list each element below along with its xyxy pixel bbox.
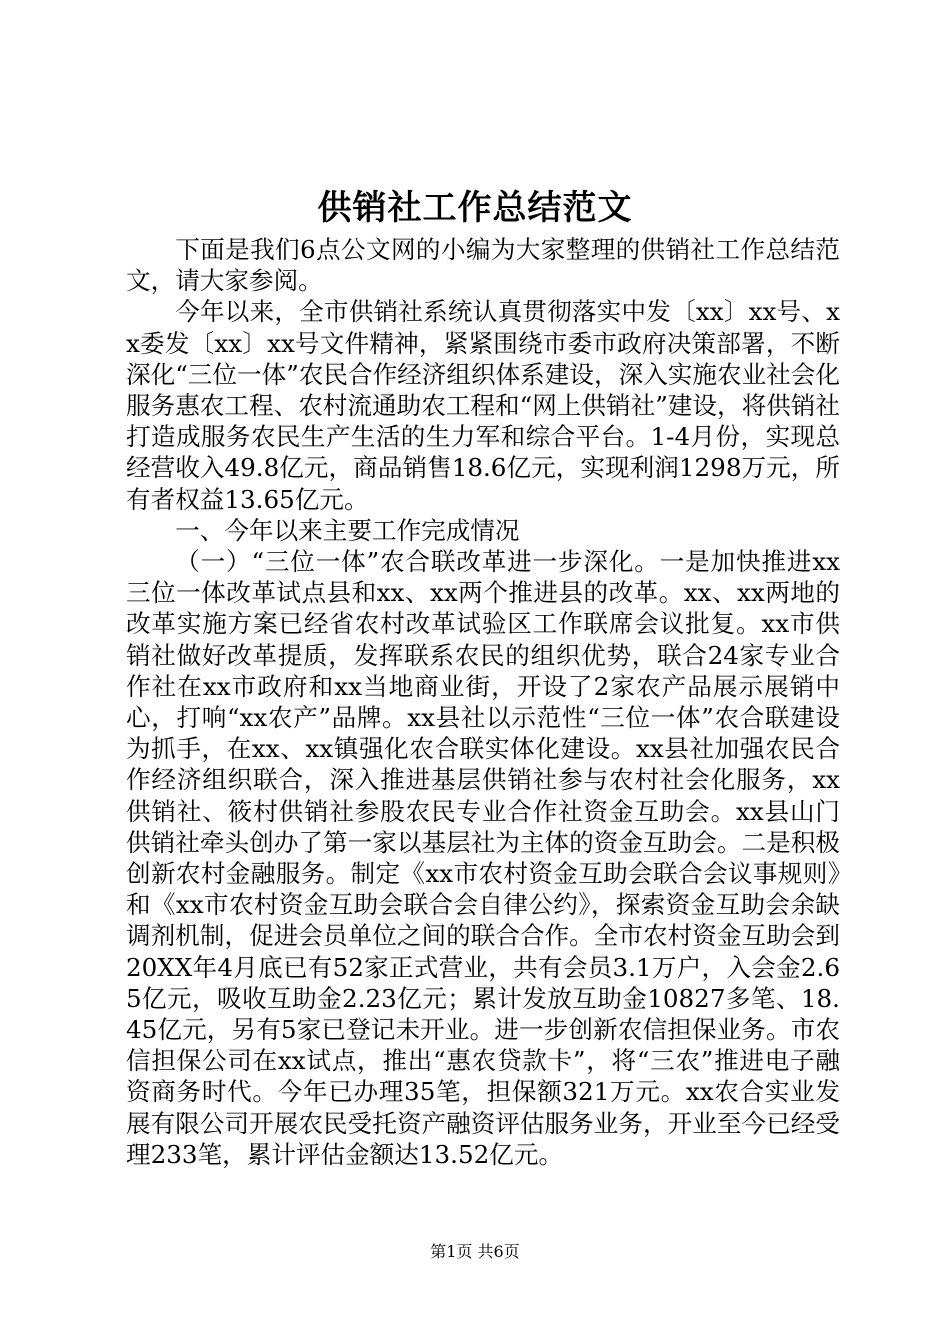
intro-paragraph: 下面是我们6点公文网的小编为大家整理的供销社工作总结范文，请大家参阅。	[126, 235, 840, 296]
page-number-footer: 第1页 共6页	[430, 1242, 520, 1261]
section-heading: 一、今年以来主要工作完成情况	[175, 515, 520, 545]
document-title: 供销社工作总结范文	[317, 188, 633, 228]
section-paragraph: （一）“三位一体”农合联改革进一步深化。一是加快推进xx三位一体改革试点县和xx、xx两个推进县的改革。xx、xx两地的改革实施方案已经省农村改革试验区工作联席会议批复。xx市供销社做好改革提质，发挥联系农民的组织优势，联合24家专业合作社在xx市政府和xx当地商业街，开设了2家农产品展示展销中心，打响“xx农产”品牌。xx县社以示范性“三位一体”农合联建设为抓手，在xx、xx镇强化农合联实体化建设。xx县社加强农民合作经济组织联合，深入推进基层供销社参与农村社会化服务，xx供销社、筱村供销社参股农民专业合作社资金互助会。xx县山门供销社牵头创办了第一家以基层社为主体的资金互助会。二是积极创新农村金融服务。制定《xx市农村资金互助会联合会议事规则》和《xx市农村资金互助会联合会自律公约》，探索资金互助会余缺调剂机制，促进会员单位之间的联合合作。全市农村资金互助会到20XX年4月底已有52家正式营业，共有会员3.1万户，入会金2.65亿元，吸收互助金2.23亿元；累计发放互助金10827多笔、18.45亿元，另有5家已登记未开业。进一步创新农信担保业务。市农信担保公司在xx试点，推出“惠农贷款卡”，将“三农”推进电子融资商务时代。今年已办理35笔，担保额321万元。xx农合实业发展有限公司开展农民受托资产融资评估服务业务，开业至今已经受理233笔，累计评估金额达13.52亿元。	[126, 547, 840, 1169]
overview-paragraph: 今年以来，全市供销社系统认真贯彻落实中发〔xx〕xx号、xx委发〔xx〕xx号文件精神，紧紧围绕市委市政府决策部署，不断深化“三位一体”农民合作经济组织体系建设，深入实施农业社会化服务惠农工程、农村流通助农工程和“网上供销社”建设，将供销社打造成服务农民生产生活的生力军和综合平台。1-4月份，实现总经营收入49.8亿元，商品销售18.6亿元，实现利润1298万元，所有者权益13.65亿元。	[126, 297, 840, 514]
document-body	[126, 234, 840, 1170]
